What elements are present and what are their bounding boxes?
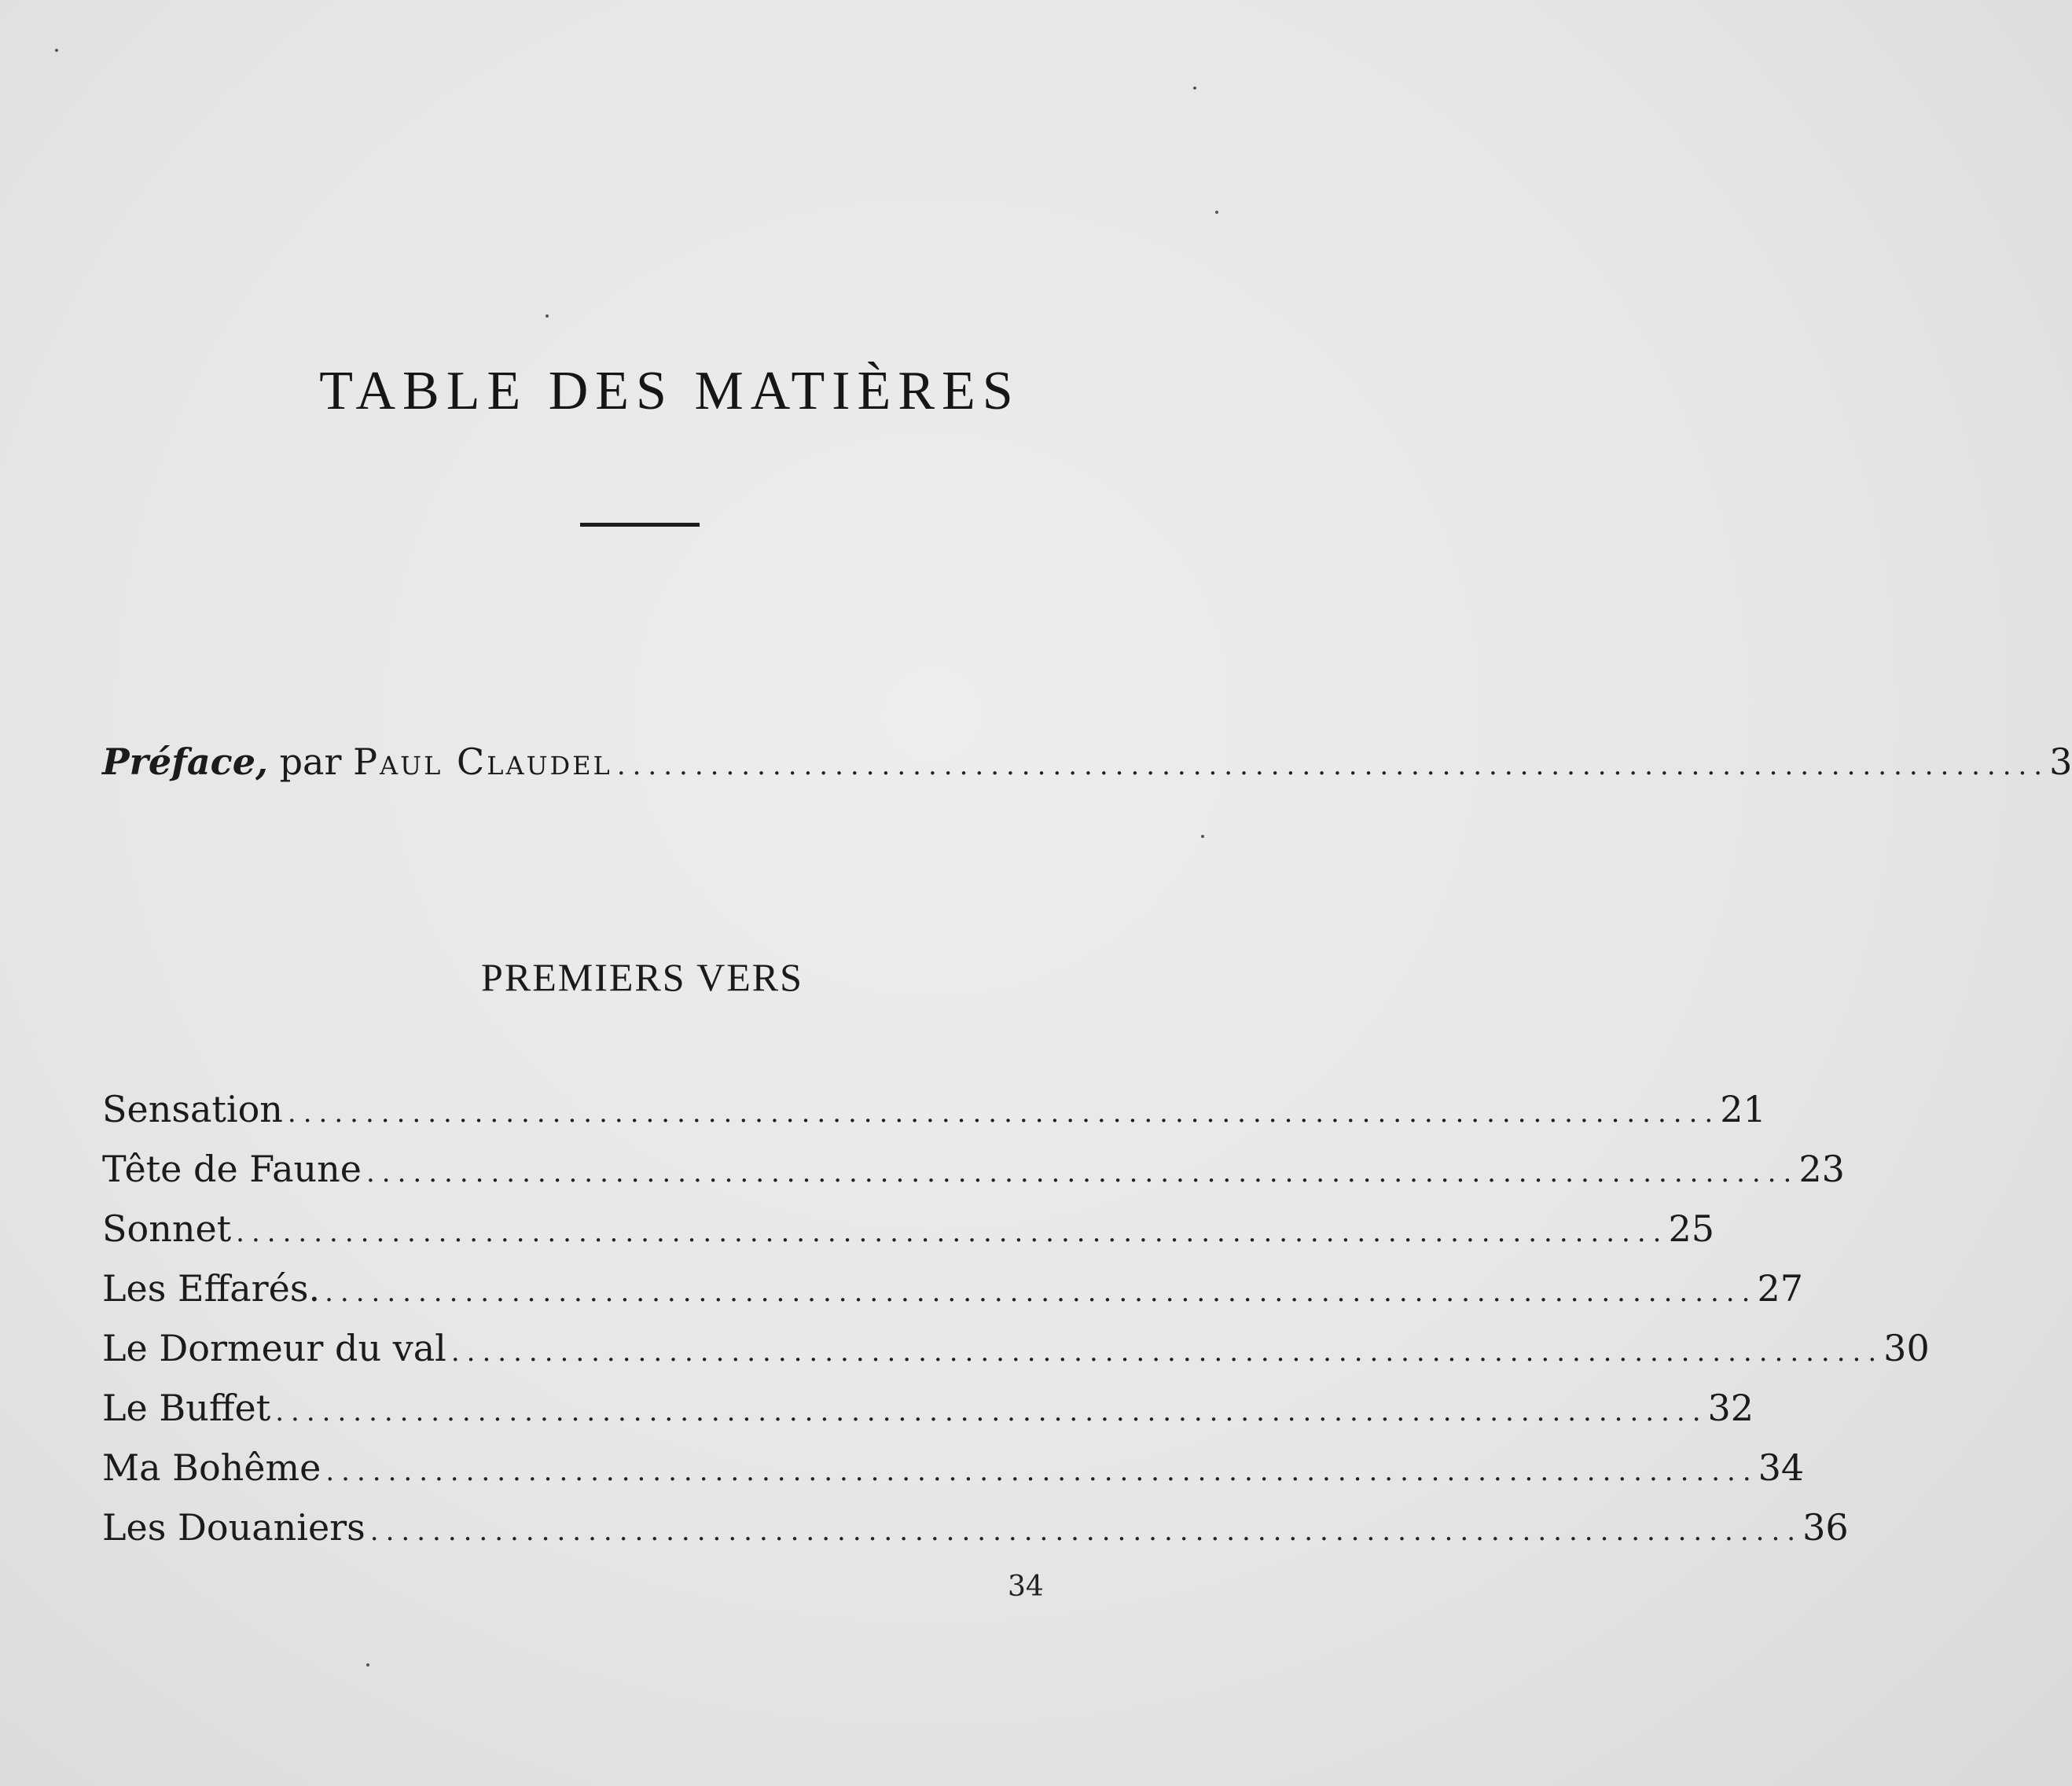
leader-dots: ............................................................................................ — [325, 1277, 1758, 1308]
entry-page-number: 30 — [1883, 1327, 1930, 1369]
preface-label — [102, 740, 612, 783]
leader-dots: ............................................................................................ — [287, 1097, 1721, 1129]
entry-title: Les Douaniers — [102, 1506, 366, 1549]
toc-entry[interactable] — [102, 1148, 1845, 1203]
preface-italic: Préface, — [102, 740, 268, 783]
toc-entry[interactable] — [102, 1327, 1930, 1382]
toc-entry[interactable] — [102, 1088, 1766, 1143]
entry-title: Le Dormeur du val — [102, 1327, 446, 1369]
entry-title: Les Effarés. — [102, 1267, 321, 1310]
entry-title: Ma Bohême — [102, 1446, 321, 1489]
leader-dots: ............................................................................................ — [616, 750, 2050, 781]
paper-speck — [1215, 211, 1218, 214]
entry-page-number: 21 — [1720, 1088, 1766, 1130]
leader-dots: ............................................................................................ — [366, 1157, 1799, 1189]
toc-entry[interactable] — [102, 1267, 1803, 1322]
entry-title: Sensation — [102, 1088, 283, 1130]
toc-entry[interactable] — [102, 1207, 1715, 1262]
entry-title: Le Buffet — [102, 1387, 271, 1429]
paper-speck — [546, 314, 549, 318]
preface-by: par — [279, 740, 342, 783]
entry-page-number: 34 — [1758, 1446, 1805, 1489]
toc-entry[interactable] — [102, 1387, 1754, 1442]
toc-entry[interactable] — [102, 1506, 1849, 1561]
paper-speck — [1201, 835, 1204, 838]
leader-dots: ............................................................................................ — [369, 1516, 1803, 1547]
leader-dots: ............................................................................................ — [275, 1396, 1708, 1428]
entry-page-number: 27 — [1757, 1267, 1803, 1310]
toc-entry-preface[interactable] — [102, 740, 2072, 796]
leader-dots: ............................................................................................ — [236, 1217, 1669, 1248]
section-title: PREMIERS VERS — [481, 955, 803, 999]
signature-mark: 34 — [1008, 1571, 1044, 1603]
entry-page-number: 23 — [1798, 1148, 1845, 1190]
paper-speck — [55, 49, 58, 52]
entry-title: Tête de Faune — [102, 1148, 362, 1190]
entry-page-number: 25 — [1668, 1207, 1715, 1250]
entry-page-number: 32 — [1707, 1387, 1754, 1429]
leader-dots: ............................................................................................ — [325, 1456, 1758, 1487]
toc-entry[interactable] — [102, 1446, 1805, 1501]
page-title: TABLE DES MATIÈRES — [319, 361, 1020, 421]
title-rule — [580, 523, 700, 527]
paper-speck — [1193, 86, 1196, 90]
paper-speck — [366, 1663, 369, 1667]
preface-page-number: 3 — [2049, 740, 2072, 783]
leader-dots: ............................................................................................ — [450, 1336, 1884, 1368]
entry-title: Sonnet — [102, 1207, 232, 1250]
preface-author: Paul Claudel — [353, 740, 612, 783]
entry-page-number: 36 — [1802, 1506, 1849, 1549]
